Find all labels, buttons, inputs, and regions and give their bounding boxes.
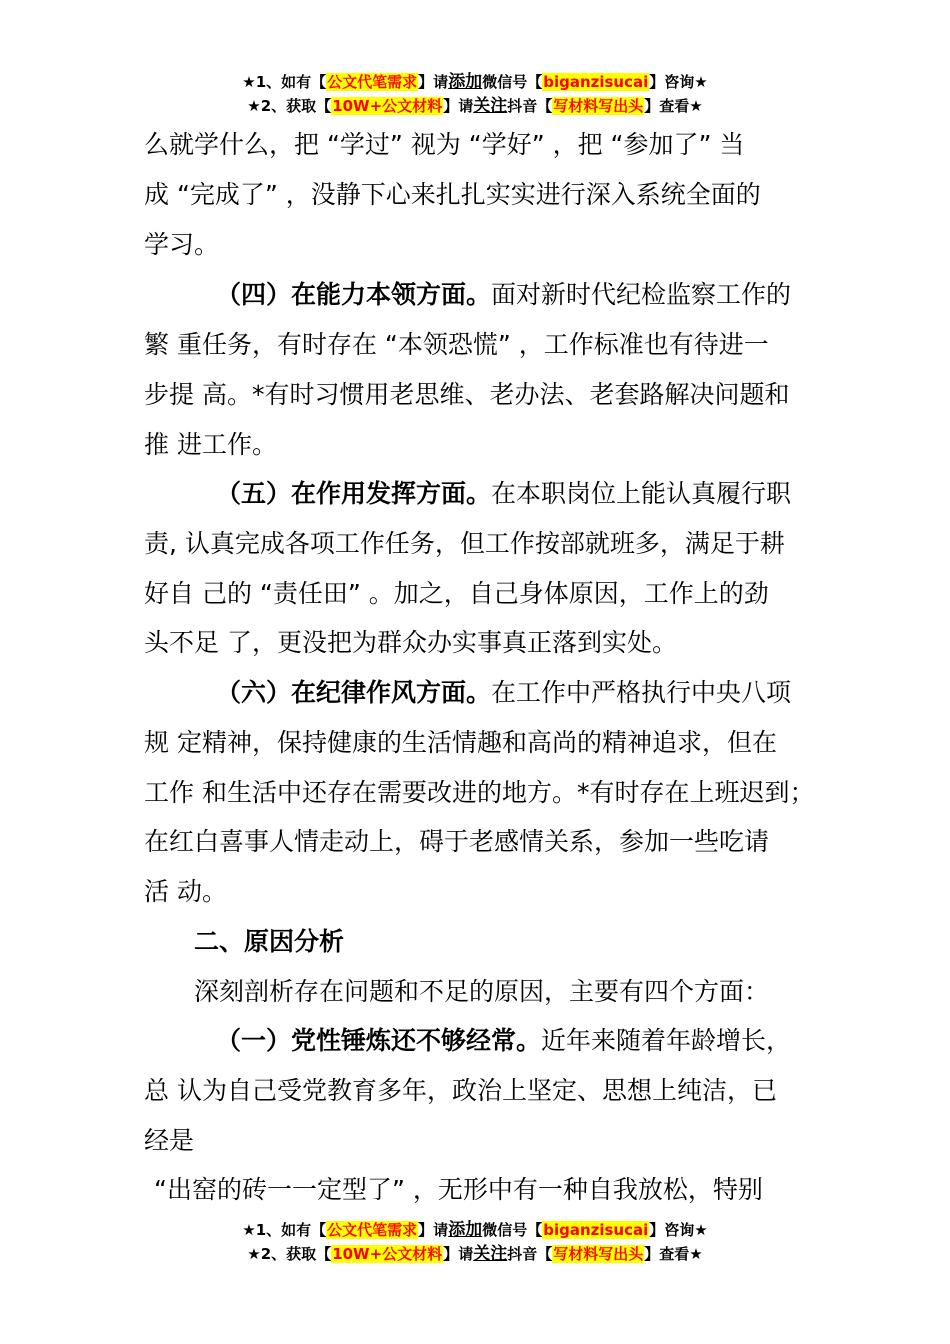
- paragraph-heading: （六）在纪律作风方面。: [216, 678, 492, 707]
- banner-text: 微信号【: [482, 1221, 543, 1239]
- section-heading: 二、原因分析: [194, 927, 345, 956]
- body-line: 活 动。: [144, 877, 227, 906]
- banner-emphasis: 关注: [473, 1244, 508, 1264]
- banner-text: 】查看★: [644, 97, 703, 115]
- banner-highlight: 写材料写出头: [553, 97, 644, 115]
- banner-text: 】请: [418, 1221, 449, 1239]
- body-line: 责, 认真完成各项工作任务，但工作按部就班多，满足于耕: [144, 529, 785, 558]
- banner-line-1: [0, 1218, 950, 1242]
- paragraph-line: [216, 1024, 791, 1058]
- paragraph-line: [216, 477, 791, 511]
- body-line: 步提 高。*有时习惯用老思维、老办法、老套路解决问题和: [144, 380, 790, 409]
- paragraph-line: [216, 278, 791, 312]
- banner-emphasis: 添加: [448, 1220, 483, 1240]
- banner-text: 】请: [418, 73, 449, 91]
- body-line: 头不足 了，更没把为群众办实事真正落到实处。: [144, 628, 677, 657]
- paragraph-line: [216, 676, 791, 710]
- banner-highlight: 10W+公文材料: [332, 1245, 443, 1263]
- body-line: 在红白喜事人情走动上，碍于老感情关系，参加一些吃请: [144, 827, 770, 856]
- body-line: 好自 己的 “责任田” 。加之，自己身体原因，工作上的劲: [144, 579, 769, 608]
- body-line: 推 进工作。: [144, 430, 277, 459]
- paragraph-text: 在本职岗位上能认真履行职: [491, 479, 792, 508]
- paragraph-text: 在工作中严格执行中央八项: [491, 678, 792, 707]
- banner-line-2: [0, 94, 950, 118]
- body-line: 深刻剖析存在问题和不足的原因，主要有四个方面：: [194, 977, 770, 1006]
- body-line: “出窑的砖一一定型了” ，无形中有一种自我放松，特别: [154, 1175, 763, 1204]
- paragraph-text: 近年来随着年龄增长，: [541, 1026, 792, 1055]
- body-line: 么就学什么，把 “学过” 视为 “学好” ，把 “参加了” 当: [144, 130, 745, 159]
- body-line: 繁 重任务，有时存在 “本领恐慌” ，工作标准也有待进一: [144, 330, 769, 359]
- banner-emphasis: 关注: [473, 96, 508, 116]
- body-line: 总 认为自己受党教育多年，政治上坚定、思想上纯洁，已: [144, 1076, 777, 1105]
- banner-highlight: 公文代笔需求: [327, 73, 418, 91]
- banner-text: ★2、获取【: [247, 97, 332, 115]
- bottom-banner: [0, 1218, 950, 1266]
- paragraph-heading: （一）党性锤炼还不够经常。: [216, 1026, 542, 1055]
- paragraph-heading: （四）在能力本领方面。: [216, 280, 492, 309]
- body-line: 成 “完成了” ，没静下心来扎扎实实进行深入系统全面的: [144, 180, 761, 209]
- body-line: 规 定精神，保持健康的生活情趣和高尚的精神追求，但在: [144, 728, 777, 757]
- banner-text: 】查看★: [644, 1245, 703, 1263]
- banner-highlight: biganzisucai: [543, 73, 649, 91]
- banner-text: 】咨询★: [649, 73, 708, 91]
- banner-line-1: [0, 70, 950, 94]
- banner-text: 】请: [443, 1245, 474, 1263]
- body-line: 学习。: [144, 230, 220, 259]
- banner-text: 】咨询★: [649, 1221, 708, 1239]
- banner-text: 】请: [443, 97, 474, 115]
- banner-text: ★2、获取【: [247, 1245, 332, 1263]
- body-line: 经是: [144, 1126, 195, 1155]
- banner-highlight: 写材料写出头: [553, 1245, 644, 1263]
- banner-highlight: 公文代笔需求: [327, 1221, 418, 1239]
- banner-text: ★1、如有【: [242, 73, 327, 91]
- banner-text: 微信号【: [482, 73, 543, 91]
- banner-emphasis: 添加: [448, 72, 483, 92]
- banner-text: 抖音【: [507, 97, 553, 115]
- banner-line-2: [0, 1242, 950, 1266]
- top-banner: [0, 70, 950, 118]
- banner-highlight: biganzisucai: [543, 1221, 649, 1239]
- banner-highlight: 10W+公文材料: [332, 97, 443, 115]
- paragraph-heading: （五）在作用发挥方面。: [216, 479, 492, 508]
- banner-text: ★1、如有【: [242, 1221, 327, 1239]
- paragraph-text: 面对新时代纪检监察工作的: [491, 280, 792, 309]
- banner-text: 抖音【: [507, 1245, 553, 1263]
- body-line: 工作 和生活中还存在需要改进的地方。*有时存在上班迟到；: [144, 778, 815, 807]
